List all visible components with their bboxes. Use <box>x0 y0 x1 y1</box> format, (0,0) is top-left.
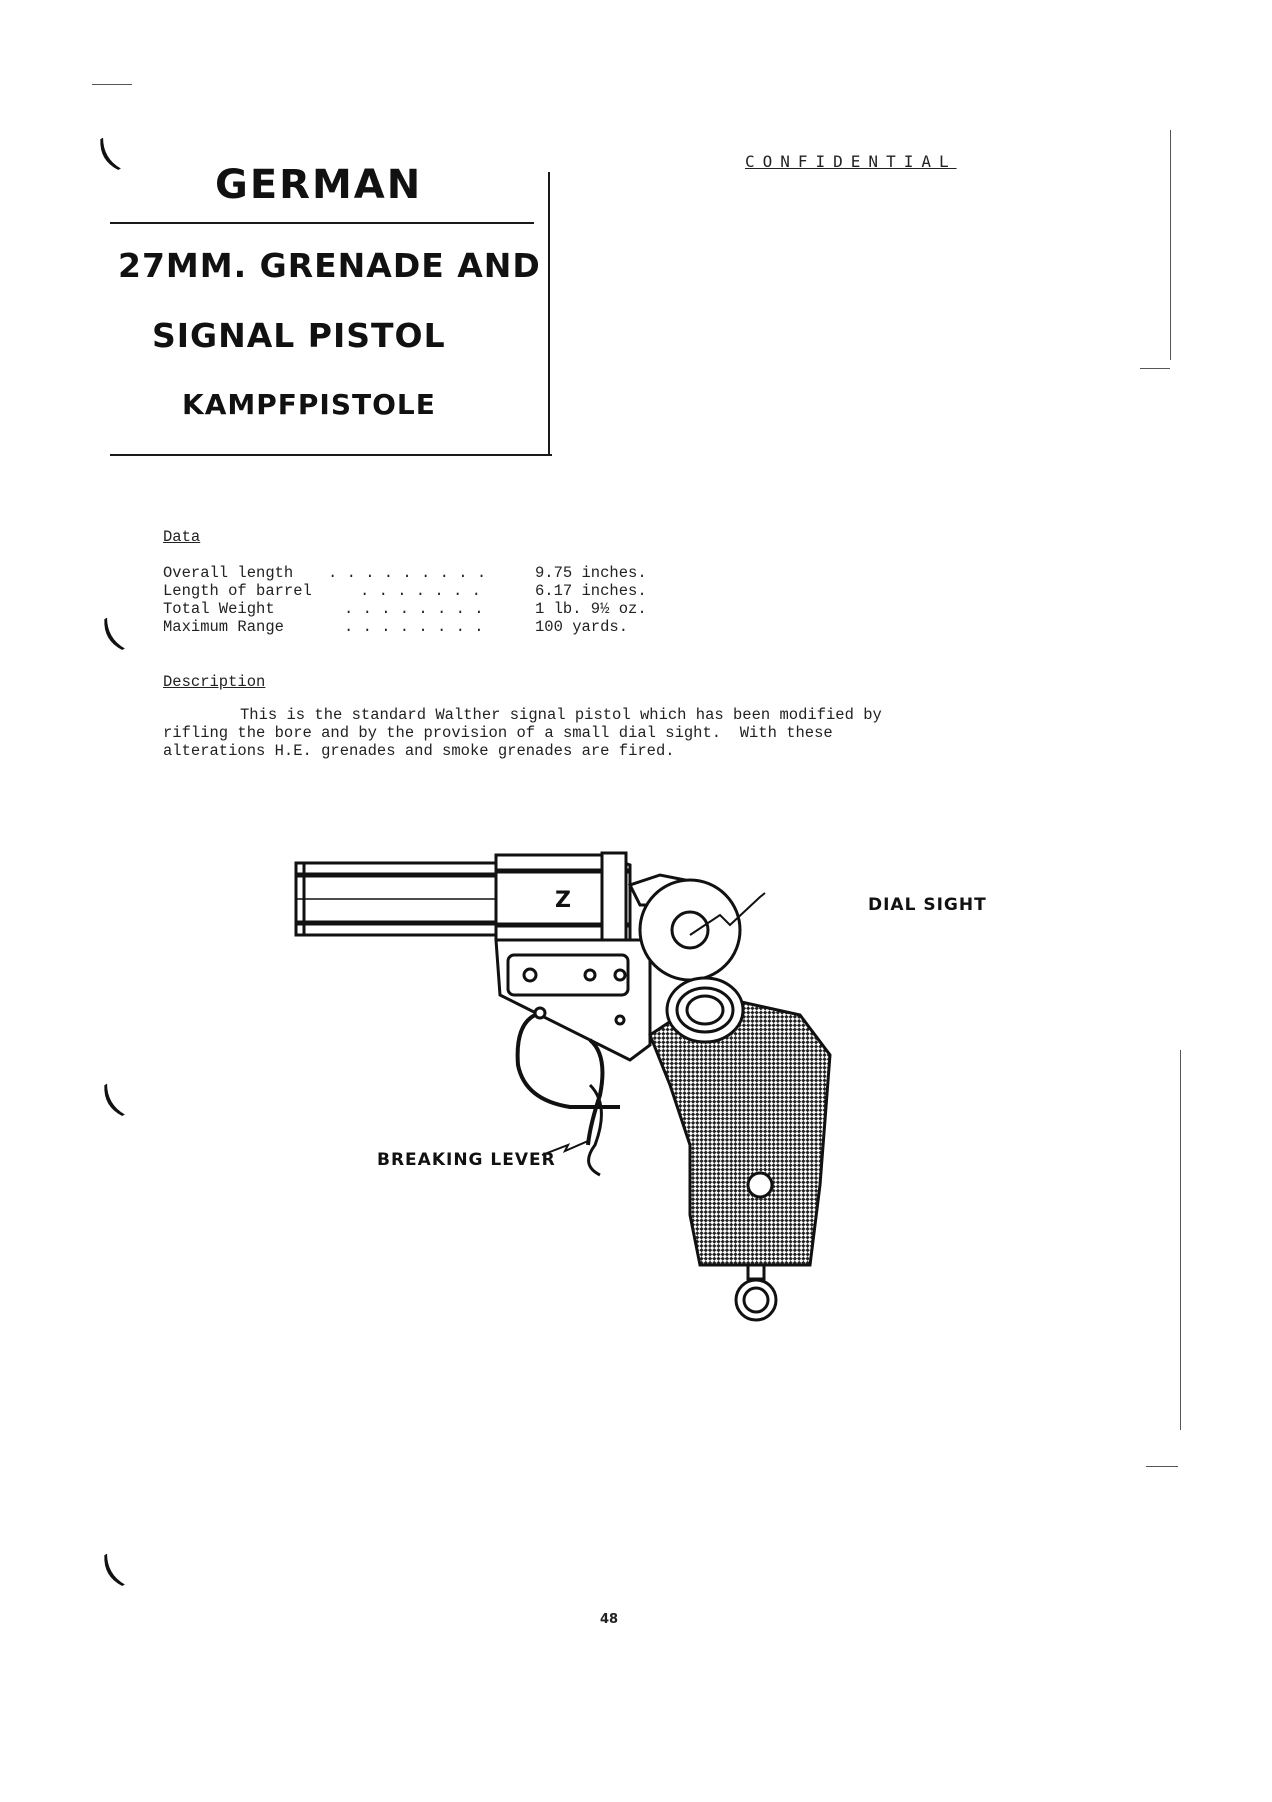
edge-mark <box>92 84 132 85</box>
data-label: Total Weight <box>163 600 275 618</box>
title-block-top-rule <box>110 222 534 224</box>
title-line-1: 27MM. GRENADE AND <box>118 246 541 285</box>
edge-mark <box>1180 1050 1181 1430</box>
breaking-lever-callout: BREAKING LEVER <box>377 1150 556 1170</box>
page-number: 48 <box>600 1612 619 1627</box>
binder-mark-4: ( <box>93 1547 131 1595</box>
data-value: 6.17 inches. <box>535 582 647 600</box>
data-table <box>163 564 647 636</box>
edge-mark <box>1140 368 1170 369</box>
data-leader: . . . . . . . . . <box>328 564 487 582</box>
description-heading: Description <box>163 673 266 691</box>
pistol-frame <box>496 853 650 1060</box>
description-line: alterations H.E. grenades and smoke grenades are fired. <box>163 742 675 760</box>
title-block-bottom-rule <box>110 454 552 456</box>
classification-marking: CONFIDENTIAL <box>745 152 957 171</box>
pistol-grip <box>650 978 830 1265</box>
title-line-3: KAMPFPISTOLE <box>182 388 436 421</box>
title-line-2: SIGNAL PISTOL <box>152 316 446 355</box>
data-leader: . . . . . . . . <box>344 618 484 636</box>
data-leader: . . . . . . . <box>360 582 481 600</box>
binder-mark-2: ( <box>93 611 131 659</box>
pistol-barrel <box>296 863 496 935</box>
edge-mark <box>1170 130 1171 360</box>
binder-mark-1: ( <box>89 131 127 179</box>
data-value: 100 yards. <box>535 618 629 636</box>
data-label: Overall length <box>163 564 294 582</box>
data-heading: Data <box>163 528 201 546</box>
data-row <box>163 618 647 636</box>
description-line: This is the standard Walther signal pistol which has been modified by <box>240 706 882 724</box>
data-label: Length of barrel <box>163 582 312 600</box>
data-value: 1 lb. 9½ oz. <box>535 600 647 618</box>
data-leader: . . . . . . . . <box>344 600 484 618</box>
title-block-right-rule <box>548 172 550 456</box>
data-row <box>163 600 647 618</box>
pistol-illustration <box>290 845 1010 1325</box>
title-block <box>110 150 550 456</box>
barrel-marking: Z <box>555 888 571 913</box>
data-value: 9.75 inches. <box>535 564 647 582</box>
description-line: rifling the bore and by the provision of a small dial sight. With these <box>163 724 833 742</box>
data-row <box>163 564 647 582</box>
pistol-lanyard-ring <box>736 1265 776 1320</box>
description-text <box>163 706 1013 760</box>
edge-mark <box>1146 1466 1178 1467</box>
dial-sight-callout: DIAL SIGHT <box>868 895 987 915</box>
title-country: GERMAN <box>215 162 423 208</box>
data-label: Maximum Range <box>163 618 284 636</box>
binder-mark-3: ( <box>93 1077 131 1125</box>
data-row <box>163 582 647 600</box>
